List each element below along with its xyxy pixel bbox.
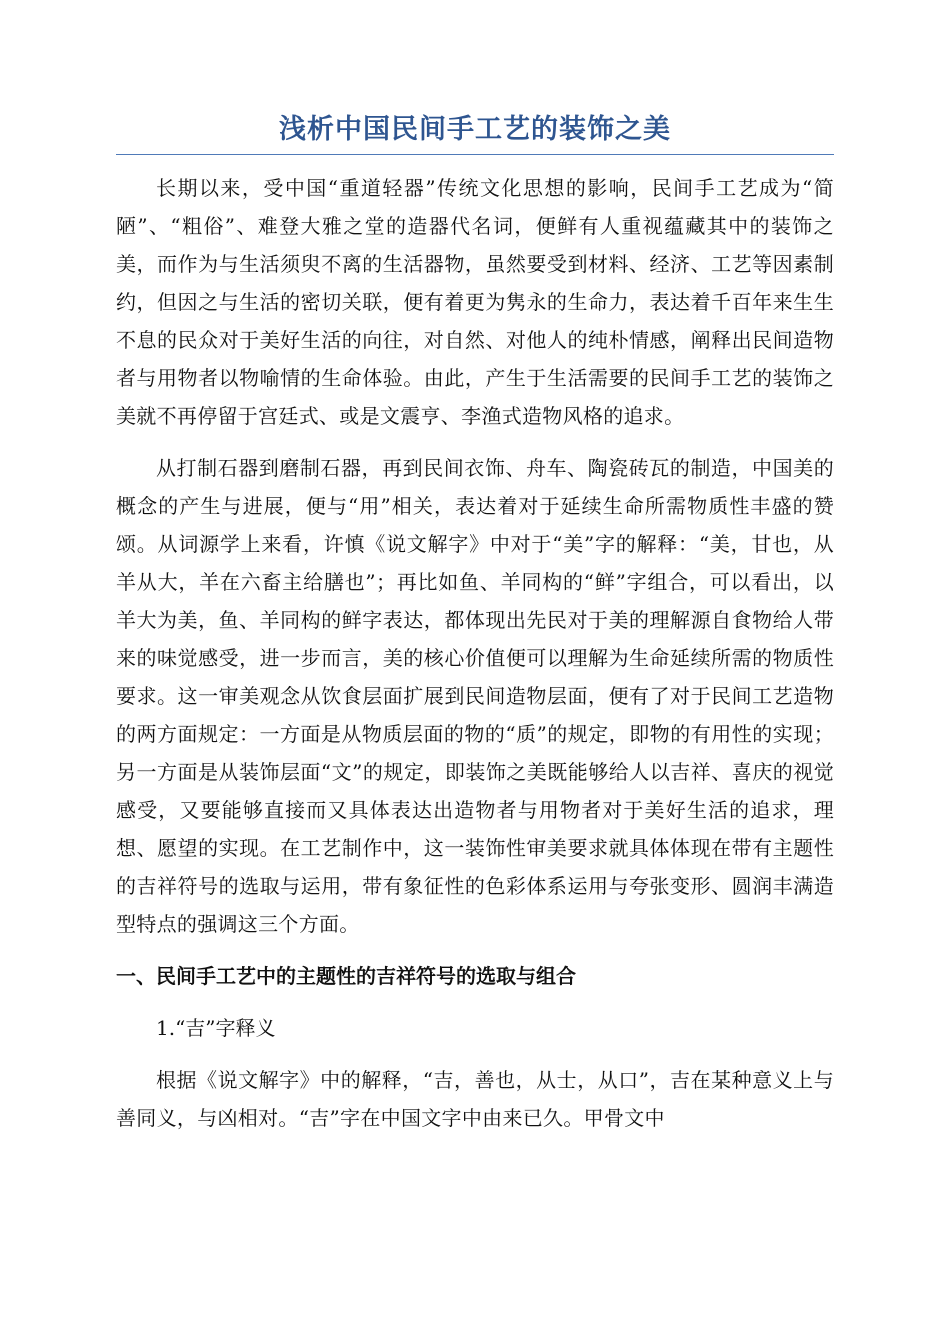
paragraph-3: 根据《说文解字》中的解释，“吉，善也，从士，从口”，吉在某种意义上与善同义，与凶相对。“吉”字在中国文字中由来已久。甲骨文中 [116,1068,834,1130]
document-title: 浅析中国民间手工艺的装饰之美 [279,114,671,145]
paragraph-1: 长期以来，受中国“重道轻器”传统文化思想的影响，民间手工艺成为“简陋”、“粗俗”、难登大雅之堂的造器代名词，便鲜有人重视蕴藏其中的装饰之美，而作为与生活须臾不离的生活器物，虽然要受到材料、经济、工艺等因素制约，但因之与生活的密切关联，便有着更为隽永的生命力，表达着千百年来生生不息的民众对于美好生活的向往，对自然、对他人的纯朴情感，阐释出民间造物者与用物者以物喻情的生命体验。由此，产生于生活需要的民间手工艺的装饰之美就不再停留于宫廷式、或是文震亨、李渔式造物风格的追求。 [116,176,834,428]
section-heading: 一、民间手工艺中的主题性的吉祥符号的选取与组合 [116,964,576,988]
title-underline [116,154,834,155]
document-page [116,110,834,1151]
paragraph-2: 从打制石器到磨制石器，再到民间衣饰、舟车、陶瓷砖瓦的制造，中国美的概念的产生与进展，便与“用”相关，表达着对于延续生命所需物质性丰盛的赞颂。从词源学上来看，许慎《说文解字》中对于“美”字的解释：“美，甘也，从羊从大，羊在六畜主给膳也”；再比如鱼、羊同构的“鲜”字组合，可以看出，以羊大为美，鱼、羊同构的鲜字表达，都体现出先民对于美的理解源自食物给人带来的味觉感受，进一步而言，美的核心价值便可以理解为生命延续所需的物质性要求。这一审美观念从饮食层面扩展到民间造物层面，便有了对于民间工艺造物的两方面规定：一方面是从物质层面的物的“质”的规定，即物的有用性的实现；另一方面是从装饰层面“文”的规定，即装饰之美既能够给人以吉祥、喜庆的视觉感受，又要能够直接而又具体表达出造物者与用物者对于美好生活的追求，理想、愿望的实现。在工艺制作中，这一装饰性审美要求就具体体现在带有主题性的吉祥符号的选取与运用，带有象征性的色彩体系运用与夸张变形、圆润丰满造型特点的强调这三个方面。 [116,456,834,936]
subsection-heading: 1.“吉”字释义 [156,1016,276,1040]
